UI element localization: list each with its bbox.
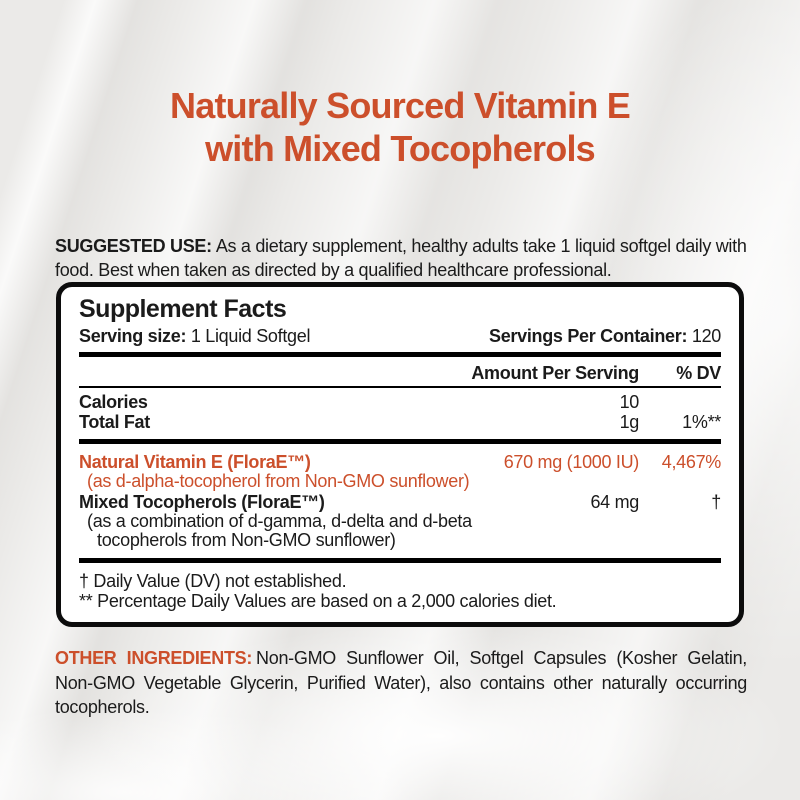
suggested-use-label: SUGGESTED USE: — [55, 236, 212, 256]
row-dv: † — [711, 491, 721, 512]
row-name: Total Fat — [79, 412, 150, 432]
row-amount: 670 mg (1000 IU) — [503, 452, 639, 472]
product-title-line2: with Mixed Tocopherols — [205, 128, 595, 169]
divider-thick — [79, 558, 721, 563]
supplement-facts-title: Supplement Facts — [79, 295, 287, 323]
divider-thick — [79, 439, 721, 444]
facts-row-vitamin-e-source: (as d-alpha-tocopherol from Non-GMO sunflower) — [87, 471, 470, 491]
column-header-row — [79, 363, 721, 383]
facts-row-mixed-source-line2: tocopherols from Non-GMO sunflower) — [97, 530, 396, 550]
row-amount: 1g — [619, 412, 639, 432]
suggested-use-paragraph — [55, 234, 747, 282]
suggested-use-text: As a dietary supplement, healthy adults take 1 liquid softgel daily with food. Best when taken as directed by a qualified healthcare professional. — [55, 236, 747, 280]
row-dv: 1%** — [682, 412, 721, 432]
row-name: Natural Vitamin E (FloraE™) — [79, 452, 311, 472]
serving-size — [79, 326, 310, 347]
column-header-amount: Amount Per Serving — [471, 363, 639, 383]
divider-thin — [79, 386, 721, 388]
row-amount: 64 mg — [590, 491, 639, 512]
row-name: Mixed Tocopherols (FloraE™) — [79, 491, 325, 512]
facts-row-calories — [79, 392, 721, 412]
facts-row-mixed-tocopherols — [79, 492, 721, 512]
serving-size-label: Serving size: — [79, 326, 187, 346]
divider-thick — [79, 352, 721, 357]
servings-per-container-value: 120 — [691, 326, 721, 346]
serving-info-row — [79, 326, 721, 347]
other-ingredients-paragraph — [55, 646, 747, 720]
servings-per-container-label: Servings Per Container: — [488, 326, 688, 346]
product-title — [0, 84, 800, 170]
serving-size-value: 1 Liquid Softgel — [190, 326, 311, 346]
row-dv: 4,467% — [661, 452, 721, 472]
facts-row-mixed-source-line1: (as a combination of d-gamma, d-delta and d-beta — [87, 510, 472, 531]
product-title-line1: Naturally Sourced Vitamin E — [170, 85, 630, 126]
supplement-facts-panel — [56, 282, 744, 627]
other-ingredients-text: Non-GMO Sunflower Oil, Softgel Capsules (Kosher Gelatin, Non-GMO Vegetable Glycerin, Purified Water), also contains other naturally occurring tocopherols. — [55, 648, 748, 717]
footnote-percentage: ** Percentage Daily Values are based on a 2,000 calories diet. — [79, 591, 557, 611]
servings-per-container — [489, 326, 721, 347]
facts-row-total-fat — [79, 412, 721, 432]
row-amount: 10 — [619, 392, 639, 412]
column-header-dv: % DV — [676, 363, 721, 383]
row-name: Calories — [79, 392, 148, 412]
facts-row-vitamin-e — [79, 452, 721, 472]
other-ingredients-label: OTHER INGREDIENTS: — [55, 648, 253, 668]
footnote-daily-value: † Daily Value (DV) not established. — [79, 570, 347, 591]
